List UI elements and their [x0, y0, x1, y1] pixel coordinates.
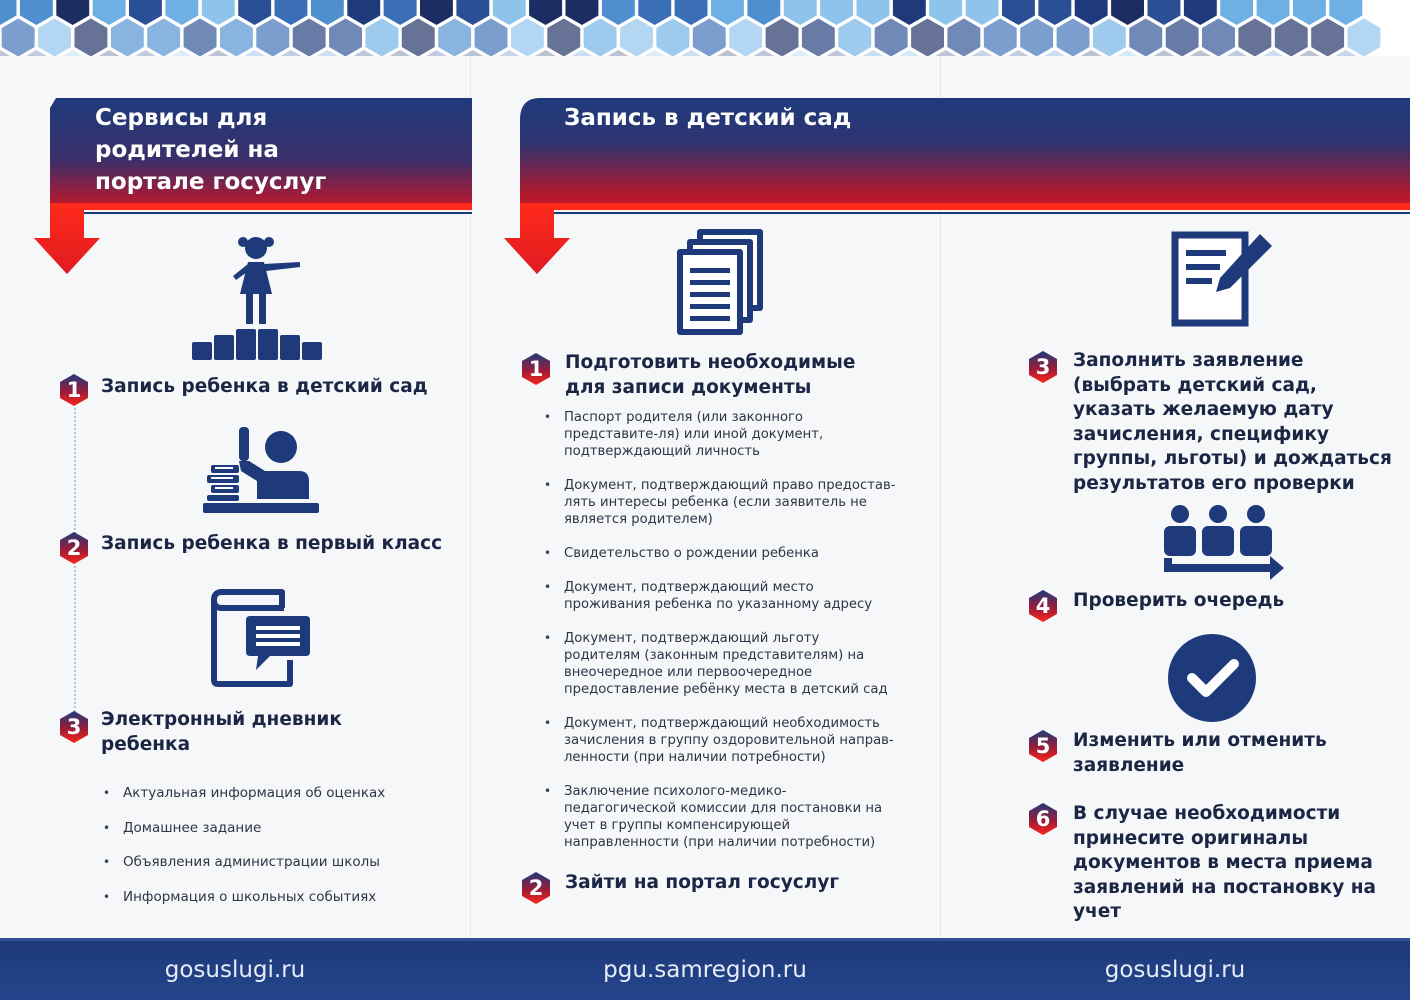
student-raising-hand-icon: [203, 425, 319, 513]
step-number: 3: [1035, 355, 1051, 379]
service-title-e-diary: Электронный дневник ребенка: [101, 709, 342, 755]
step-title-prepare-documents: Подготовить необходимые для записи документы: [565, 352, 856, 398]
list-item: • Свидетельство о рождении ребенка: [542, 545, 897, 562]
girl-on-podium-icon: [188, 232, 324, 360]
footer-bar: [0, 938, 1410, 1000]
banner-title-line: портале госуслуг: [95, 169, 327, 195]
middle-banner-title: Запись в детский сад: [564, 105, 852, 131]
step-number: 4: [1035, 594, 1051, 618]
footer-link-gosuslugi[interactable]: gosuslugi.ru: [164, 957, 306, 983]
step-number: 5: [1035, 734, 1051, 758]
step-title-bring-originals: В случае необходимости принесите оригиналы документов в места приема заявлений на постановку на учет: [1073, 803, 1376, 922]
form-pen-icon: [1170, 230, 1276, 328]
footer-link-gosuslugi[interactable]: gosuslugi.ru: [1104, 957, 1246, 983]
diary-chat-icon: [206, 588, 310, 688]
list-item: • Документ, подтверждающий льготу родителям (законным представителям) на внеочередное или первоочередное предоставление ребёнку места в детский сад: [542, 630, 897, 698]
step-number: 2: [66, 536, 82, 560]
step-number: 1: [66, 378, 82, 402]
hexagon-pattern-band: [0, 0, 1410, 56]
step-title-fill-application: Заполнить заявление (выбрать детский сад, указать желаемую дату зачисления, специфику группы, льготы) и дождаться результатов его проверки: [1073, 350, 1392, 494]
list-item: • Документ, подтверждающий место проживания ребенка по указанному адресу: [542, 579, 897, 613]
list-item: • Информация о школьных событиях: [101, 889, 451, 906]
list-item: • Документ, подтверждающий необходимость зачисления в группу оздоровительной направ-ленности (при наличии потребности): [542, 715, 897, 766]
step-badge: [57, 710, 91, 744]
step-badge: [1026, 589, 1060, 623]
left-banner-title: [95, 102, 465, 198]
list-item: • Паспорт родителя (или законного представите-ля) или иной документ, подтверждающий личность: [542, 409, 897, 460]
banner-title-line: родителей на: [95, 137, 279, 163]
step-title-check-queue: Проверить очередь: [1073, 590, 1285, 611]
step-badge: [1026, 350, 1060, 384]
step-number: 2: [528, 876, 544, 900]
diary-feature-list: [101, 785, 451, 923]
step-badge: [1026, 802, 1060, 836]
list-item: • Документ, подтверждающий право предостав-лять интересы ребенка (если заявитель не является родителем): [542, 477, 897, 528]
step-badge: [519, 352, 553, 386]
list-item: • Домашнее задание: [101, 820, 451, 837]
service-title-kindergarten: Запись ребенка в детский сад: [101, 376, 428, 397]
timeline-dots: [74, 566, 76, 716]
step-title-change-application: Изменить или отменить заявление: [1073, 730, 1327, 776]
step-badge: [1026, 729, 1060, 763]
footer-link-pgu-samregion[interactable]: pgu.samregion.ru: [603, 957, 807, 983]
documents-icon: [676, 228, 766, 336]
banner-title-line: Сервисы для: [95, 105, 268, 131]
list-item: • Актуальная информация об оценках: [101, 785, 451, 802]
list-item: • Объявления администрации школы: [101, 854, 451, 871]
queue-icon: [1160, 504, 1288, 584]
list-item: • Заключение психолого-медико-педагогической комиссии для постановки на учет в группы компенсирующей направленности (при наличии потребности): [542, 783, 897, 851]
service-title-first-grade: Запись ребенка в первый класс: [101, 533, 443, 554]
step-number: 6: [1035, 807, 1051, 831]
timeline-dots: [74, 408, 76, 538]
checkmark-icon: [1166, 632, 1258, 724]
step-number: 1: [528, 357, 544, 381]
step-badge: [57, 373, 91, 407]
step-badge: [57, 531, 91, 565]
step-number: 3: [66, 715, 82, 739]
required-documents-list: [542, 409, 897, 868]
step-badge: [519, 871, 553, 905]
step-title-visit-portal: Зайти на портал госуслуг: [565, 872, 839, 893]
